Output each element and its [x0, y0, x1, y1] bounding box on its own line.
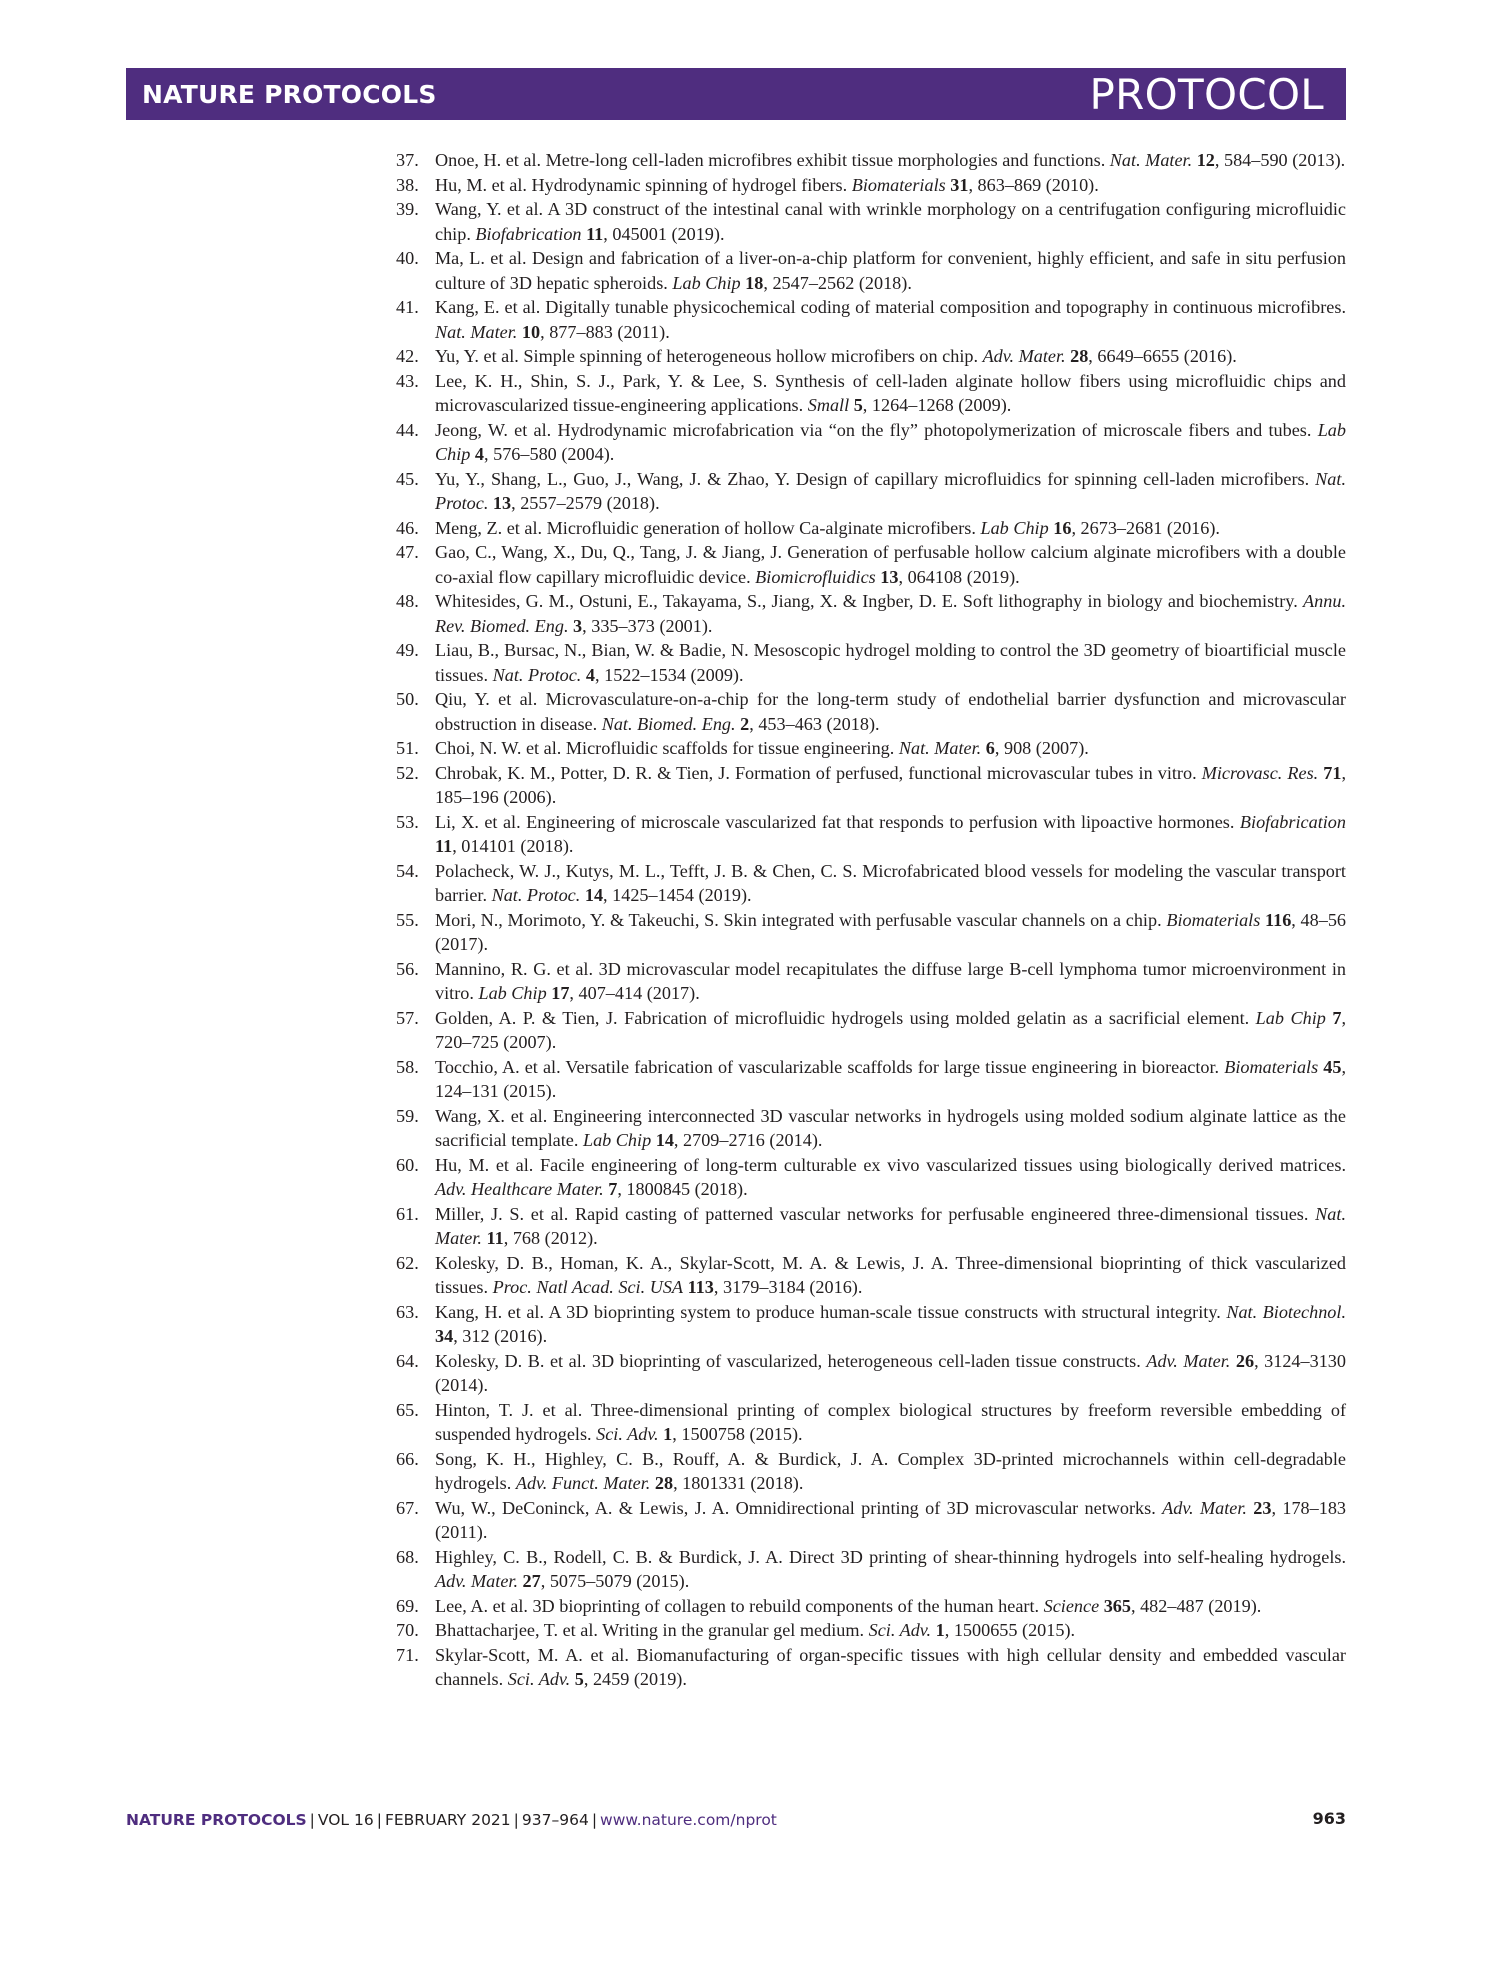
citation-text: Onoe, H. et al. Metre-long cell-laden microfibres exhibit tissue morphologies and functions. [435, 150, 1110, 170]
journal-title: Biomaterials [1224, 1056, 1319, 1077]
citation-text: , 014101 (2018). [452, 836, 574, 856]
volume-number: 3 [573, 615, 583, 636]
reference-number: 47. [396, 542, 419, 562]
citation-text: , 584–590 (2013). [1214, 150, 1346, 170]
journal-title: Sci. Adv. [596, 1424, 659, 1444]
footer-separator: | [513, 1811, 519, 1829]
reference-item [396, 1618, 1346, 1643]
journal-title: Annu. Rev. Biomed. Eng. [435, 591, 1346, 636]
journal-title: Adv. Mater. [982, 346, 1066, 366]
reference-number: 52. [396, 762, 419, 783]
volume-number: 31 [950, 174, 969, 195]
journal-title: Lab Chip [435, 419, 1346, 464]
reference-item [396, 736, 1346, 761]
reference-item [396, 369, 1346, 418]
citation-text: , 720–725 (2007). [435, 1007, 1346, 1052]
reference-number: 45. [396, 468, 419, 489]
journal-title: Nat. Protoc. [492, 664, 582, 685]
reference-number: 71. [396, 1644, 419, 1665]
reference-item [396, 197, 1346, 246]
reference-item [396, 1545, 1346, 1594]
volume-number: 26 [1235, 1350, 1255, 1371]
journal-title: Biomaterials [851, 174, 946, 195]
reference-item [396, 1104, 1346, 1153]
volume-number: 2 [740, 713, 750, 734]
journal-title: Biofabrication [475, 223, 582, 244]
citation-text: Meng, Z. et al. Microfluidic generation of hollow Ca-alginate microfibers. [435, 517, 981, 538]
reference-text [435, 344, 1346, 369]
citation-text: , 1264–1268 (2009). [862, 395, 1012, 415]
footer-volume: VOL 16 [317, 1811, 374, 1829]
reference-text [435, 1447, 1346, 1496]
citation-text: , 335–373 (2001). [582, 615, 713, 636]
reference-text [435, 197, 1346, 246]
reference-item [396, 687, 1346, 736]
reference-text [435, 1349, 1346, 1398]
reference-text [435, 1643, 1346, 1692]
reference-item [396, 908, 1346, 957]
citation-text: Hu, M. et al. Hydrodynamic spinning of hydrogel fibers. [435, 174, 852, 195]
reference-number: 70. [396, 1620, 419, 1640]
volume-number: 13 [492, 493, 512, 513]
reference-text [435, 1545, 1346, 1594]
reference-item [396, 540, 1346, 589]
journal-title: Sci. Adv. [868, 1620, 932, 1640]
reference-item [396, 1349, 1346, 1398]
footer-separator: | [591, 1811, 598, 1829]
journal-title: Lab Chip [980, 517, 1049, 538]
reference-item [396, 1251, 1346, 1300]
volume-number: 45 [1323, 1056, 1342, 1077]
reference-item [396, 148, 1346, 173]
page-number: 963 [1312, 1809, 1346, 1828]
citation-text: Qiu, Y. et al. Microvasculature-on-a-chip for the long-term study of endothelial barrier dysfunction and microvascular obstruction in disease. [435, 689, 1346, 734]
citation-text: , 1522–1534 (2009). [595, 664, 744, 685]
reference-text [435, 540, 1346, 589]
reference-number: 40. [396, 248, 419, 268]
citation-text: , 5075–5079 (2015). [540, 1571, 690, 1591]
reference-item [396, 589, 1346, 638]
volume-number: 1 [663, 1424, 673, 1444]
citation-text: Hinton, T. J. et al. Three-dimensional printing of complex biological structures by freeform reversible embedding of suspended hydrogels. [435, 1399, 1346, 1444]
journal-title: Small [807, 395, 850, 415]
citation-text: Wang, Y. et al. A 3D construct of the intestinal canal with wrinkle morphology on a centrifugation configuring microfluidic chip. [435, 199, 1346, 244]
reference-text [435, 1104, 1346, 1153]
citation-text: Jeong, W. et al. Hydrodynamic microfabrication via “on the fly” photopolymerization of microscale fibers and tubes. [435, 419, 1318, 440]
reference-item [396, 1496, 1346, 1545]
journal-title: Lab Chip [672, 272, 741, 293]
footer-citation [126, 1810, 777, 1830]
reference-text [435, 589, 1346, 638]
volume-number: 14 [584, 885, 604, 905]
reference-item [396, 1006, 1346, 1055]
footer-pages: 937–964 [521, 1811, 589, 1829]
citation-text: Lee, A. et al. 3D bioprinting of collagen to rebuild components of the human heart. [435, 1595, 1044, 1616]
citation-text: Ma, L. et al. Design and fabrication of a liver-on-a-chip platform for convenient, highly efficient, and safe in situ perfusion culture of 3D hepatic spheroids. [435, 248, 1346, 293]
reference-text [435, 173, 1346, 198]
reference-number: 61. [396, 1203, 419, 1224]
reference-item [396, 246, 1346, 295]
citation-text: Song, K. H., Highley, C. B., Rouff, A. & Burdick, J. A. Complex 3D-printed microchannels within cell-degradable hydrogels. [435, 1448, 1346, 1493]
journal-title: Adv. Mater. [435, 1571, 518, 1591]
citation-text: , 877–883 (2011). [540, 321, 670, 342]
reference-text [435, 1153, 1346, 1202]
citation-text: Mori, N., Morimoto, Y. & Takeuchi, S. Skin integrated with perfusable vascular channels on a chip. [435, 909, 1167, 930]
reference-number: 64. [396, 1350, 419, 1371]
citation-text: Mannino, R. G. et al. 3D microvascular model recapitulates the diffuse large B-cell lymphoma tumor microenvironment in vitro. [435, 958, 1346, 1003]
reference-list [396, 148, 1346, 1692]
volume-number: 16 [1053, 517, 1072, 538]
journal-title: Lab Chip [478, 983, 547, 1003]
reference-item [396, 1300, 1346, 1349]
citation-text: Yu, Y. et al. Simple spinning of heterogeneous hollow microfibers on chip. [435, 346, 983, 366]
citation-text: , 407–414 (2017). [569, 983, 700, 1003]
reference-text [435, 859, 1346, 908]
volume-number: 5 [574, 1669, 584, 1689]
journal-title: Nat. Protoc. [491, 885, 581, 905]
reference-item [396, 859, 1346, 908]
reference-number: 54. [396, 860, 419, 881]
citation-text: , 3179–3184 (2016). [713, 1277, 863, 1297]
journal-title: Microvasc. Res. [1201, 762, 1319, 783]
citation-text: Choi, N. W. et al. Microfluidic scaffolds for tissue engineering. [435, 738, 899, 758]
reference-number: 53. [396, 811, 419, 832]
citation-text: Liau, B., Bursac, N., Bian, W. & Badie, N. Mesoscopic hydrogel molding to control the 3D geometry of bioartificial muscle tissues. [435, 640, 1346, 685]
reference-number: 55. [396, 909, 419, 930]
reference-number: 49. [396, 640, 419, 660]
citation-text: , 863–869 (2010). [968, 174, 1099, 195]
citation-text: Miller, J. S. et al. Rapid casting of patterned vascular networks for perfusable engineered three-dimensional tissues. [435, 1203, 1316, 1224]
reference-item [396, 467, 1346, 516]
journal-title: Science [1043, 1595, 1100, 1616]
reference-number: 68. [396, 1546, 419, 1567]
volume-number: 6 [985, 738, 995, 758]
journal-header-bar [126, 68, 1346, 120]
reference-text [435, 418, 1346, 467]
reference-item [396, 1202, 1346, 1251]
volume-number: 116 [1265, 909, 1292, 930]
citation-text: Golden, A. P. & Tien, J. Fabrication of microfluidic hydrogels using molded gelatin as a sacrificial element. [435, 1007, 1256, 1028]
reference-text [435, 246, 1346, 295]
reference-number: 57. [396, 1007, 419, 1028]
journal-title: Lab Chip [1255, 1007, 1326, 1028]
citation-text: Lee, K. H., Shin, S. J., Park, Y. & Lee, S. Synthesis of cell-laden alginate hollow fibers using microfluidic chips and microvascularized tissue-engineering applications. [435, 370, 1346, 415]
volume-number: 23 [1253, 1497, 1272, 1518]
citation-text: Kolesky, D. B., Homan, K. A., Skylar-Scott, M. A. & Lewis, J. A. Three-dimensional bioprinting of thick vascularized tissues. [435, 1252, 1346, 1297]
reference-item [396, 418, 1346, 467]
volume-number: 113 [687, 1277, 714, 1297]
citation-text: , 1800845 (2018). [617, 1179, 748, 1199]
journal-title: Adv. Mater. [1162, 1497, 1247, 1518]
citation-text: Gao, C., Wang, X., Du, Q., Tang, J. & Jiang, J. Generation of perfusable hollow calcium alginate microfibers with a double co-axial flow capillary microfluidic device. [435, 542, 1346, 587]
citation-text: Chrobak, K. M., Potter, D. R. & Tien, J. Formation of perfused, functional microvascular tubes in vitro. [435, 762, 1202, 783]
reference-item [396, 295, 1346, 344]
reference-number: 42. [396, 346, 419, 366]
footer-date: FEBRUARY 2021 [384, 1811, 511, 1829]
citation-text: , 908 (2007). [994, 738, 1089, 758]
reference-number: 46. [396, 517, 419, 538]
journal-title: Nat. Mater. [1109, 150, 1193, 170]
reference-text [435, 467, 1346, 516]
section-label: PROTOCOL [1089, 70, 1324, 119]
volume-number: 7 [608, 1179, 618, 1199]
reference-text [435, 1496, 1346, 1545]
reference-item [396, 810, 1346, 859]
journal-title: Nat. Protoc. [435, 468, 1346, 513]
reference-text [435, 295, 1346, 344]
volume-number: 28 [1070, 346, 1089, 366]
citation-text: Wu, W., DeConinck, A. & Lewis, J. A. Omnidirectional printing of 3D microvascular networks. [435, 1497, 1163, 1518]
citation-text: , 2709–2716 (2014). [673, 1130, 823, 1150]
citation-text: , 482–487 (2019). [1130, 1595, 1262, 1616]
volume-number: 10 [521, 321, 541, 342]
reference-number: 62. [396, 1252, 419, 1273]
reference-item [396, 1643, 1346, 1692]
journal-title: Nat. Mater. [435, 1203, 1346, 1248]
reference-number: 48. [396, 591, 419, 611]
reference-text [435, 1006, 1346, 1055]
footer-separator: | [376, 1811, 382, 1829]
reference-text [435, 1594, 1346, 1619]
citation-text: , 064108 (2019). [898, 566, 1020, 587]
volume-number: 5 [853, 395, 863, 415]
footer-url-link[interactable]: www.nature.com/nprot [600, 1811, 777, 1829]
reference-number: 56. [396, 958, 419, 979]
citation-text: Bhattacharjee, T. et al. Writing in the granular gel medium. [435, 1620, 869, 1640]
reference-number: 65. [396, 1399, 419, 1420]
citation-text: , 48–56 (2017). [435, 909, 1347, 954]
reference-text [435, 761, 1346, 810]
volume-number: 18 [745, 272, 764, 293]
volume-number: 14 [655, 1130, 674, 1150]
citation-text: , 124–131 (2015). [435, 1056, 1346, 1101]
journal-title: Biomicrofluidics [755, 566, 876, 587]
footer-separator: | [309, 1811, 315, 1829]
citation-text: Whitesides, G. M., Ostuni, E., Takayama, S., Jiang, X. & Ingber, D. E. Soft lithography in biology and biochemistry. [435, 591, 1304, 611]
volume-number: 71 [1323, 762, 1342, 783]
reference-text [435, 1251, 1346, 1300]
reference-number: 67. [396, 1497, 419, 1518]
reference-text [435, 810, 1346, 859]
citation-text: Skylar-Scott, M. A. et al. Biomanufacturing of organ-specific tissues with high cellular density and embedded vascular channels. [435, 1644, 1346, 1689]
citation-text: , 3124–3130 (2014). [435, 1350, 1346, 1395]
citation-text: , 453–463 (2018). [749, 713, 880, 734]
reference-text [435, 1055, 1346, 1104]
citation-text: Hu, M. et al. Facile engineering of long-term culturable ex vivo vascularized tissues using biologically derived matrices. [435, 1154, 1346, 1175]
citation-text: , 2557–2579 (2018). [511, 493, 660, 513]
journal-title: Biofabrication [1239, 811, 1346, 832]
citation-text: , 768 (2012). [503, 1228, 598, 1248]
reference-number: 66. [396, 1448, 419, 1469]
reference-text [435, 957, 1346, 1006]
reference-number: 50. [396, 689, 419, 709]
volume-number: 11 [586, 223, 604, 244]
reference-item [396, 516, 1346, 541]
reference-text [435, 1618, 1346, 1643]
reference-text [435, 516, 1346, 541]
volume-number: 27 [522, 1571, 541, 1591]
citation-text: , 1500758 (2015). [672, 1424, 803, 1444]
citation-text: , 576–580 (2004). [484, 444, 615, 464]
reference-item [396, 1153, 1346, 1202]
citation-text: , 178–183 (2011). [435, 1497, 1347, 1542]
journal-title: Adv. Mater. [1146, 1350, 1231, 1371]
reference-item [396, 761, 1346, 810]
citation-text: Li, X. et al. Engineering of microscale vascularized fat that responds to perfusion with lipoactive hormones. [435, 811, 1240, 832]
reference-text [435, 1202, 1346, 1251]
reference-number: 59. [396, 1105, 419, 1126]
citation-text: , 1500655 (2015). [944, 1620, 1076, 1640]
volume-number: 11 [486, 1228, 504, 1248]
reference-number: 41. [396, 297, 419, 317]
citation-text: Wang, X. et al. Engineering interconnected 3D vascular networks in hydrogels using molded sodium alginate lattice as the sacrificial template. [435, 1105, 1346, 1150]
reference-item [396, 1055, 1346, 1104]
reference-item [396, 1594, 1346, 1619]
reference-number: 60. [396, 1154, 419, 1175]
reference-number: 63. [396, 1301, 419, 1322]
citation-text: Kang, E. et al. Digitally tunable physicochemical coding of material composition and topography in continuous microfibres. [435, 297, 1346, 317]
reference-item [396, 344, 1346, 369]
citation-text: , 1801331 (2018). [673, 1473, 804, 1493]
volume-number: 1 [935, 1620, 945, 1640]
citation-text: Tocchio, A. et al. Versatile fabrication of vascularizable scaffolds for large tissue engineering in bioreactor. [435, 1056, 1225, 1077]
journal-title: Lab Chip [582, 1130, 652, 1150]
reference-number: 43. [396, 370, 419, 391]
citation-text: Kang, H. et al. A 3D bioprinting system to produce human-scale tissue constructs with structural integrity. [435, 1301, 1227, 1322]
reference-text [435, 908, 1346, 957]
reference-number: 69. [396, 1595, 419, 1616]
citation-text: Kolesky, D. B. et al. 3D bioprinting of vascularized, heterogeneous cell-laden tissue constructs. [435, 1350, 1147, 1371]
journal-title: Nat. Mater. [898, 738, 982, 758]
citation-text: , 2459 (2019). [583, 1669, 687, 1689]
reference-number: 39. [396, 199, 419, 219]
volume-number: 365 [1103, 1595, 1131, 1616]
citation-text: , 2673–2681 (2016). [1071, 517, 1220, 538]
reference-item [396, 1398, 1346, 1447]
reference-text [435, 148, 1346, 173]
volume-number: 4 [474, 444, 485, 464]
citation-text: , 045001 (2019). [603, 223, 725, 244]
volume-number: 12 [1196, 150, 1215, 170]
journal-title: Adv. Healthcare Mater. [435, 1179, 604, 1199]
citation-text: , 6649–6655 (2016). [1088, 346, 1237, 366]
reference-item [396, 638, 1346, 687]
citation-text: , 185–196 (2006). [435, 762, 1346, 807]
journal-title: Biomaterials [1166, 909, 1261, 930]
reference-number: 37. [396, 150, 419, 170]
reference-number: 44. [396, 419, 419, 440]
citation-text: Polacheck, W. J., Kutys, M. L., Tefft, J. B. & Chen, C. S. Microfabricated blood vessels for modeling the vascular transport barrier. [435, 860, 1346, 905]
volume-number: 17 [551, 983, 570, 1003]
volume-number: 7 [1332, 1007, 1342, 1028]
citation-text: , 1425–1454 (2019). [603, 885, 752, 905]
citation-text: , 312 (2016). [453, 1326, 548, 1346]
volume-number: 4 [585, 664, 595, 685]
journal-name: NATURE PROTOCOLS [142, 80, 437, 109]
reference-item [396, 957, 1346, 1006]
reference-number: 58. [396, 1056, 419, 1077]
volume-number: 13 [880, 566, 899, 587]
journal-title: Nat. Mater. [435, 321, 518, 342]
volume-number: 11 [435, 836, 453, 856]
journal-title: Proc. Natl Acad. Sci. USA [492, 1277, 684, 1297]
reference-text [435, 687, 1346, 736]
reference-text [435, 369, 1346, 418]
journal-title: Sci. Adv. [507, 1669, 571, 1689]
journal-title: Adv. Funct. Mater. [515, 1473, 651, 1493]
reference-item [396, 1447, 1346, 1496]
citation-text: Yu, Y., Shang, L., Guo, J., Wang, J. & Zhao, Y. Design of capillary microfluidics for spinning cell-laden microfibers. [435, 468, 1316, 489]
footer-journal: NATURE PROTOCOLS [126, 1811, 307, 1829]
reference-text [435, 638, 1346, 687]
reference-item [396, 173, 1346, 198]
reference-text [435, 1398, 1346, 1447]
volume-number: 34 [435, 1326, 454, 1346]
reference-number: 51. [396, 738, 419, 758]
journal-title: Nat. Biomed. Eng. [601, 713, 736, 734]
citation-text: Highley, C. B., Rodell, C. B. & Burdick, J. A. Direct 3D printing of shear-thinning hydrogels into self-healing hydrogels. [435, 1546, 1346, 1567]
reference-number: 38. [396, 174, 419, 195]
journal-title: Nat. Biotechnol. [1226, 1301, 1346, 1322]
volume-number: 28 [654, 1473, 674, 1493]
reference-text [435, 736, 1346, 761]
reference-text [435, 1300, 1346, 1349]
citation-text: , 2547–2562 (2018). [763, 272, 912, 293]
